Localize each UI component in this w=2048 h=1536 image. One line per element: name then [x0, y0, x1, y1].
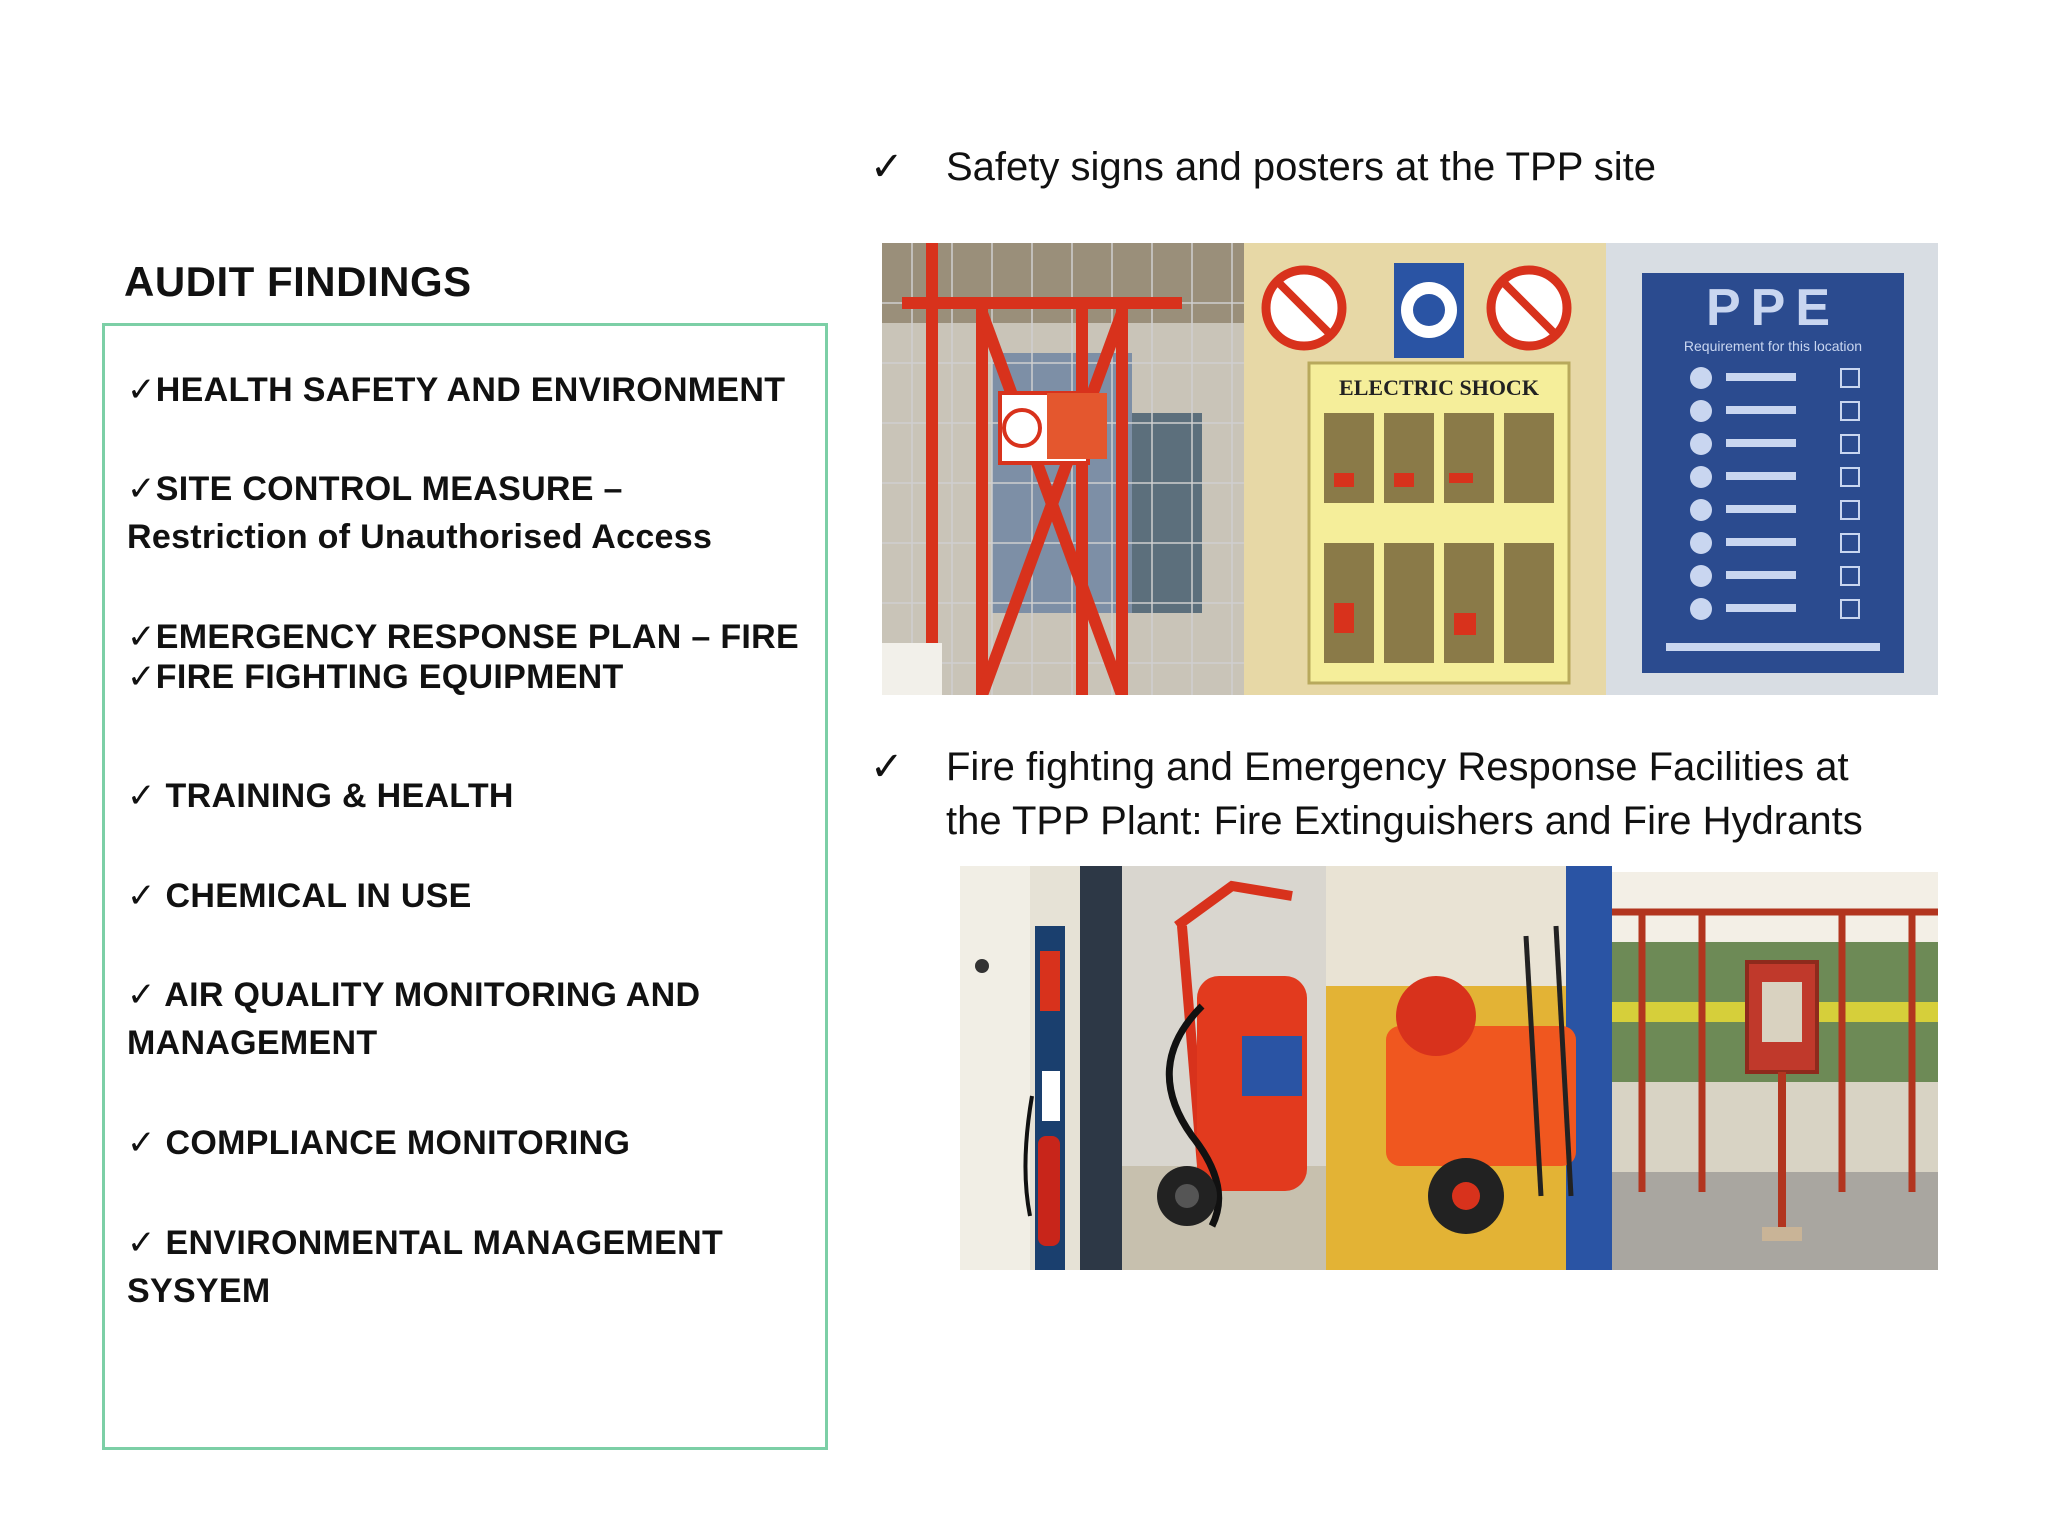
finding-item: ✓ AIR QUALITY MONITORING AND MANAGEMENT [127, 976, 701, 1062]
check-icon: ✓ [870, 745, 904, 789]
check-icon: ✓ [127, 877, 156, 915]
photo-wheeled-extinguisher [1122, 866, 1326, 1270]
finding-item: ✓EMERGENCY RESPONSE PLAN – FIRE [127, 618, 799, 656]
check-icon: ✓ [870, 145, 904, 189]
ppe-subtitle: Requirement for this location [1683, 338, 1863, 354]
check-icon: ✓ [127, 1224, 156, 1262]
check-icon: ✓ [127, 1124, 156, 1162]
check-icon: ✓ [127, 777, 156, 815]
photo-fire-hydrant-box [1612, 872, 1938, 1270]
bullet-text: Safety signs and posters at the TPP site [946, 145, 1657, 189]
bullet-text-line1: Fire fighting and Emergency Response Facilities at [946, 745, 1849, 789]
finding-item: ✓HEALTH SAFETY AND ENVIRONMENT [127, 371, 786, 409]
photo-electric-shock-poster [1244, 243, 1606, 695]
photo-ppe-sign [1606, 243, 1938, 695]
photo-wall-extinguisher [960, 866, 1122, 1270]
bullet-text-line2: the TPP Plant: Fire Extinguishers and Fire Hydrants [946, 799, 1863, 843]
check-icon: ✓ [127, 371, 156, 409]
finding-item: ✓ CHEMICAL IN USE [127, 877, 472, 915]
finding-item: ✓ COMPLIANCE MONITORING [127, 1124, 631, 1162]
finding-item: ✓ TRAINING & HEALTH [127, 777, 514, 815]
photo-gate [882, 243, 1244, 695]
check-icon: ✓ [127, 658, 156, 696]
check-icon: ✓ [127, 618, 156, 656]
electric-shock-label: ELECTRIC SHOCK [1339, 375, 1539, 400]
ppe-label: PPE [1705, 279, 1841, 337]
check-icon: ✓ [127, 976, 156, 1014]
audit-findings-heading: AUDIT FINDINGS [124, 258, 472, 305]
finding-item: ✓SITE CONTROL MEASURE – Restriction of Unauthorised Access [127, 470, 713, 556]
bullet-safety-signs [870, 140, 2020, 200]
photo-hose-reel-cart [1326, 866, 1612, 1270]
bullet-fire-fighting [870, 740, 2020, 855]
findings-box [102, 323, 828, 1450]
finding-item: ✓ ENVIRONMENTAL MANAGEMENT SYSYEM [127, 1224, 724, 1310]
check-icon: ✓ [127, 470, 156, 508]
finding-item: ✓FIRE FIGHTING EQUIPMENT [127, 658, 624, 696]
